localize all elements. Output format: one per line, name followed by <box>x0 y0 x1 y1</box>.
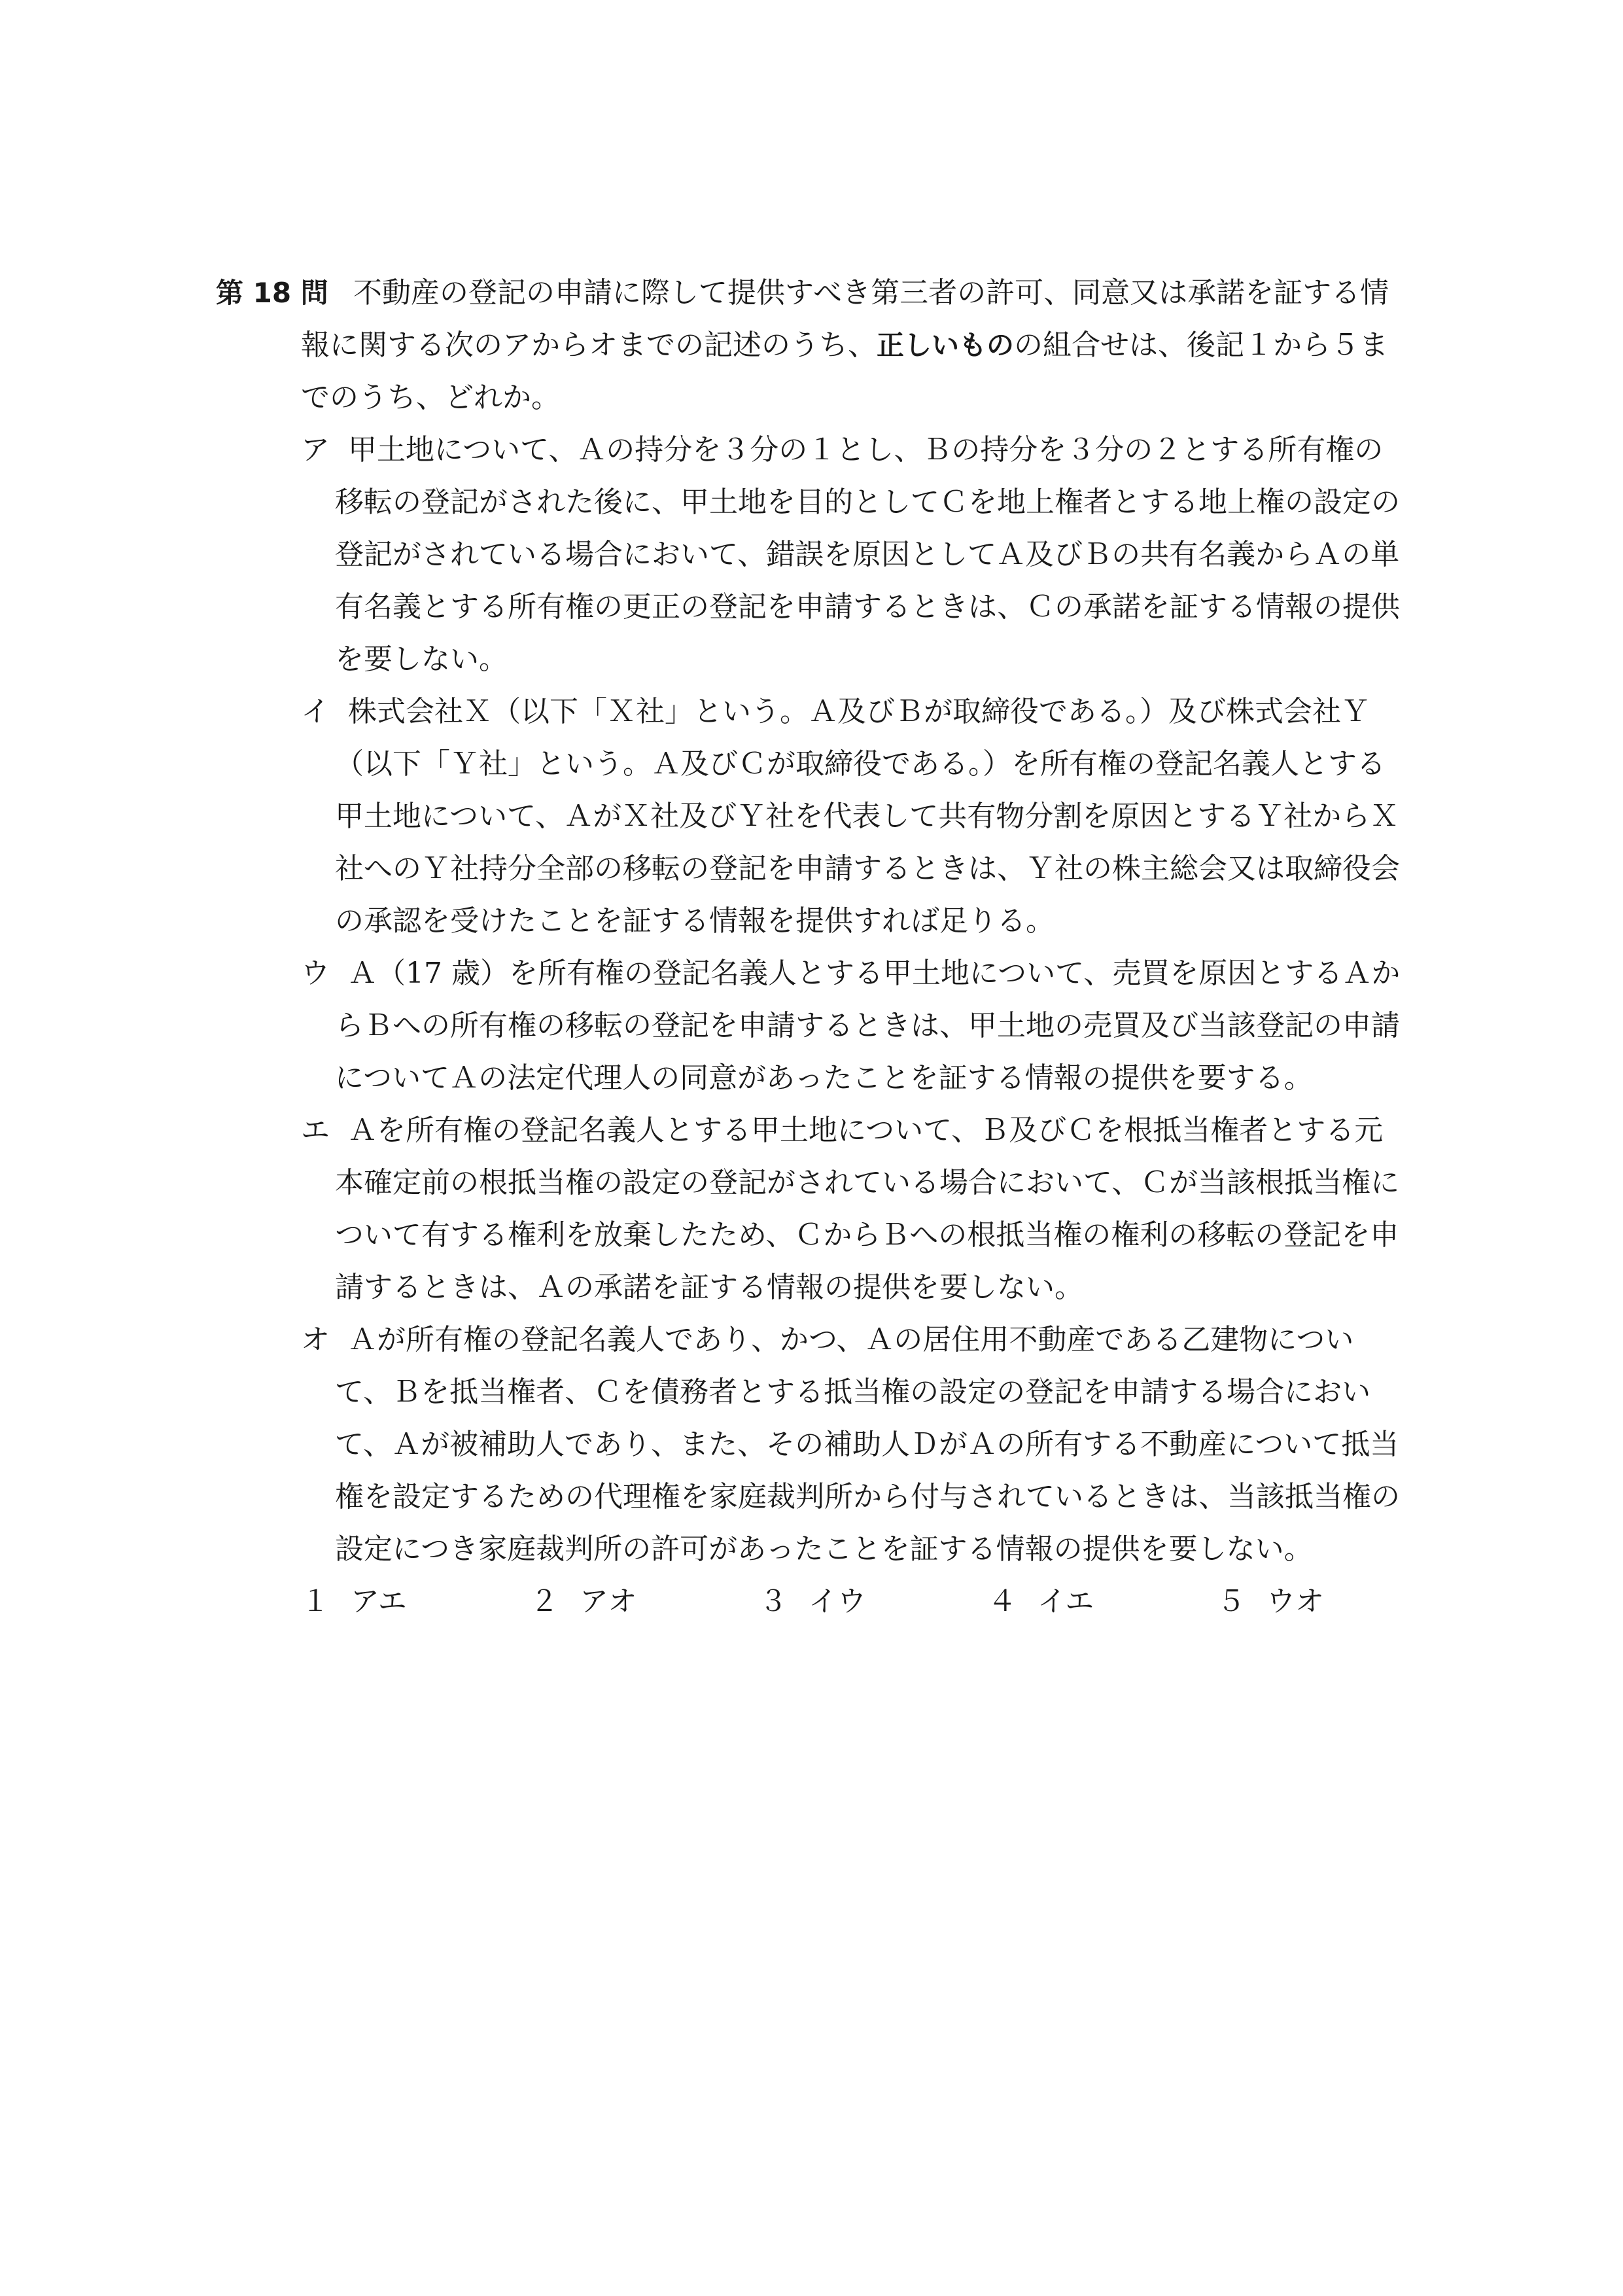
statement-text: 甲土地について、Ａの持分を３分の１とし、Ｂの持分を３分の２とする所有権の移転の登記がされた後に、甲土地を目的としてＣを地上権者とする地上権の設定の登記がされている場合において、錯誤を原因としてＡ及びＢの共有名義からＡの単有名義とする所有権の更正の登記を申請するときは、Ｃの承諾を証する情報の提供を要しない。 <box>335 433 1400 676</box>
question-number: 第 18 問 <box>216 277 328 309</box>
choice-label: アオ <box>580 1585 637 1618</box>
choice-number: ２ <box>530 1585 559 1618</box>
answer-choices <box>301 1576 1406 1628</box>
statement-mark: ア <box>301 433 330 467</box>
choice-number: ４ <box>988 1585 1017 1618</box>
statement-text: Ａを所有権の登記名義人とする甲土地について、Ｂ及びＣを根抵当権者とする元本確定前の根抵当権の設定の登記がされている場合において、Ｃが当該根抵当権について有する権利を放棄したため、ＣからＢへの根抵当権の権利の移転の登記を申請するときは、Ａの承諾を証する情報の提供を要しない。 <box>335 1114 1400 1304</box>
statement-text: 株式会社Ｘ（以下「Ｘ社」という。Ａ及びＢが取締役である。）及び株式会社Ｙ（以下「Ｙ社」という。Ａ及びＣが取締役である。）を所有権の登記名義人とする甲土地について、ＡがＸ社及びＹ社を代表して共有物分割を原因とするＹ社からＸ社へのＹ社持分全部の移転の登記を申請するときは、Ｙ社の株主総会又は取締役会の承認を受けたことを証する情報を提供すれば足りる。 <box>335 695 1400 938</box>
statement-list <box>216 424 1406 1576</box>
choice-label: ウオ <box>1266 1585 1324 1618</box>
statement-text: Ａが所有権の登記名義人であり、かつ、Ａの居住用不動産である乙建物について、Ｂを抵当権者、Ｃを債務者とする抵当権の設定の登記を申請する場合において、Ａが被補助人であり、また、その補助人ＤがＡの所有する不動産について抵当権を設定するための代理権を家庭裁判所から付与されているときは、当該抵当権の設定につき家庭裁判所の許可があったことを証する情報の提供を要しない。 <box>335 1323 1400 1566</box>
statement-mark: ウ <box>301 957 330 990</box>
choice-label: イエ <box>1038 1585 1094 1618</box>
statement-a <box>216 424 1406 686</box>
choice-2 <box>530 1576 637 1628</box>
statement-mark: オ <box>301 1323 330 1356</box>
choice-label: イウ <box>809 1585 866 1618</box>
question-stem <box>216 267 1406 424</box>
statement-o <box>216 1314 1406 1576</box>
choice-3 <box>759 1576 866 1628</box>
choice-5 <box>1217 1576 1324 1628</box>
question-block <box>216 267 1406 1628</box>
statement-i <box>216 686 1406 947</box>
choice-1 <box>301 1576 407 1628</box>
stem-emphasis: 正しいもの <box>877 329 1015 361</box>
statement-u <box>216 947 1406 1104</box>
choice-label: アエ <box>351 1585 407 1618</box>
choice-number: ５ <box>1217 1585 1246 1618</box>
statement-mark: エ <box>301 1114 330 1147</box>
stem-text-after: の組合せは、後記１から５までのうち、どれか。 <box>301 328 1389 414</box>
statement-e <box>216 1104 1406 1314</box>
choice-number: １ <box>301 1585 330 1618</box>
choice-4 <box>988 1576 1094 1628</box>
statement-mark: イ <box>301 695 330 728</box>
choice-number: ３ <box>759 1585 788 1618</box>
statement-text: Ａ（17 歳）を所有権の登記名義人とする甲土地について、売買を原因とするＡからＢへの所有権の移転の登記を申請するときは、甲土地の売買及び当該登記の申請についてＡの法定代理人の同意があったことを証する情報の提供を要する。 <box>335 957 1401 1095</box>
stem-text-before: 不動産の登記の申請に際して提供すべき第三者の許可、同意又は承諾を証する情報に関する次のアからオまでの記述のうち、 <box>301 276 1389 362</box>
